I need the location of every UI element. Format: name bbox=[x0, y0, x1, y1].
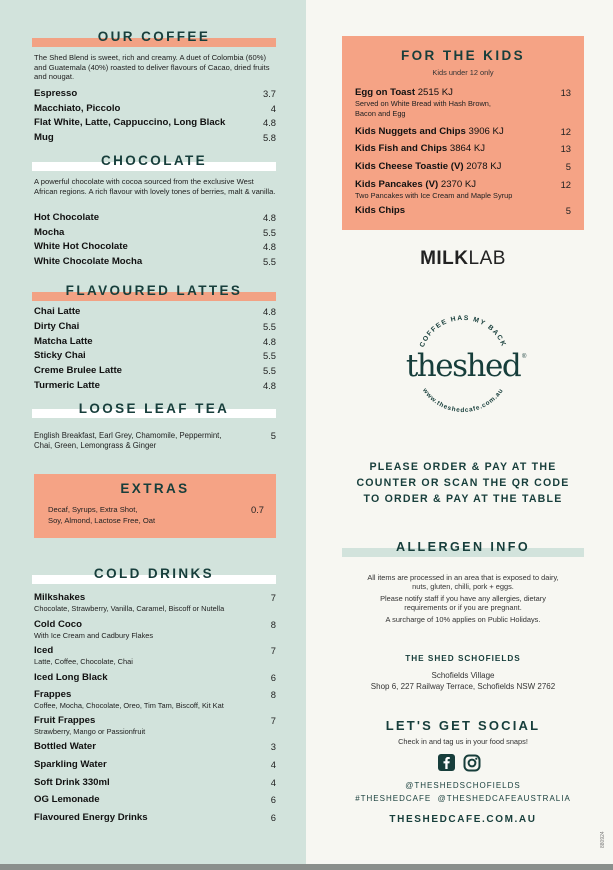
menu-item-name: Dirty Chai bbox=[34, 321, 80, 332]
kids-item-price: 13 bbox=[560, 143, 571, 154]
logo-arc-bottom-text: www.theshedcafe.com.au bbox=[420, 387, 506, 415]
menu-item-name: OG Lemonade bbox=[34, 794, 100, 805]
registered-mark: ® bbox=[522, 354, 527, 360]
coffee-description: The Shed Blend is sweet, rich and creamy. A duet of Colombia (60%) and Guatemala (40%) roasted to deliver flavours of Cacao, dried fruits and nougat. bbox=[34, 53, 270, 82]
menu-item-price: 8 bbox=[270, 619, 276, 630]
kids-subtitle: Kids under 12 only bbox=[432, 68, 494, 77]
milklab-logo: MILKLAB bbox=[420, 248, 506, 269]
coffee-heading: OUR COFFEE bbox=[97, 29, 211, 44]
menu-item-name: Macchiato, Piccolo bbox=[34, 103, 121, 114]
menu-item-price: 6 bbox=[270, 812, 276, 823]
chocolate-heading: CHOCOLATE bbox=[100, 153, 208, 168]
svg-text:www.theshedcafe.com.au bbox=[420, 386, 505, 414]
menu-item-name: Iced Long Black bbox=[34, 672, 108, 683]
kids-item-name: Kids Chips bbox=[355, 205, 406, 216]
menu-item-name: Sticky Chai bbox=[34, 350, 86, 361]
menu-item-name: Creme Brulee Latte bbox=[34, 365, 122, 376]
kids-item-price: 5 bbox=[565, 205, 571, 216]
menu-item-price: 5.5 bbox=[262, 256, 276, 267]
svg-text:COFFEE HAS MY BACK bbox=[419, 315, 507, 349]
allergen-line-4: requirements or if you are pregnant. bbox=[404, 603, 522, 612]
website-link[interactable]: THESHEDCAFE.COM.AU bbox=[389, 814, 537, 825]
menu-item-name: Mug bbox=[34, 132, 54, 143]
menu-item-price: 3.7 bbox=[262, 88, 276, 99]
theshed-wordmark: theshed bbox=[405, 348, 521, 384]
menu-item-name: Iced bbox=[34, 645, 54, 656]
menu-item-detail: With Ice Cream and Cadbury Flakes bbox=[34, 631, 154, 640]
menu-item-name: Chai Latte bbox=[34, 306, 81, 317]
kids-item-price: 12 bbox=[560, 179, 571, 190]
menu-item-price: 5.5 bbox=[262, 321, 276, 332]
menu-item-price: 5.5 bbox=[262, 227, 276, 238]
kids-item-kj: 2370 KJ bbox=[440, 179, 477, 190]
menu-item-name: Flavoured Energy Drinks bbox=[34, 812, 148, 823]
chocolate-description: A powerful chocolate with cocoa sourced from the exclusive West African regions. A rich flavour with lovely tones of berries, malt & vanilla. bbox=[34, 177, 276, 196]
allergen-line-2: nuts, gluten, chilli, pork + eggs. bbox=[412, 582, 514, 591]
kids-item-name: Kids Pancakes (V) 2370 KJ bbox=[355, 179, 477, 190]
tea-heading: LOOSE LEAF TEA bbox=[78, 401, 230, 416]
menu-item-price: 4.8 bbox=[262, 306, 276, 317]
facebook-icon[interactable] bbox=[438, 754, 455, 771]
menu-item-price: 3 bbox=[270, 741, 276, 752]
instagram-icon[interactable] bbox=[463, 754, 481, 772]
tea-price: 5 bbox=[270, 430, 276, 441]
menu-item-name: Soft Drink 330ml bbox=[34, 777, 110, 788]
menu-item-price: 7 bbox=[270, 592, 276, 603]
menu-item-price: 7 bbox=[270, 645, 276, 656]
kids-item-price: 12 bbox=[560, 126, 571, 137]
menu-item-price: 6 bbox=[270, 672, 276, 683]
menu-item-name: Matcha Latte bbox=[34, 336, 93, 347]
menu-item-name: White Hot Chocolate bbox=[34, 241, 128, 252]
kids-item-price: 5 bbox=[565, 161, 571, 172]
allergen-line-1: All items are processed in an area that is exposed to dairy, bbox=[367, 573, 559, 582]
kids-item-name: Kids Cheese Toastie (V) 2078 KJ bbox=[355, 161, 502, 172]
lattes-heading: FLAVOURED LATTES bbox=[65, 283, 243, 298]
allergen-heading: ALLERGEN INFO bbox=[395, 540, 531, 554]
menu-item-detail: Coffee, Mocha, Chocolate, Oreo, Tim Tam, Biscoff, Kit Kat bbox=[34, 701, 224, 710]
extras-line-2: Soy, Almond, Lactose Free, Oat bbox=[48, 516, 156, 525]
kids-item-detail: Two Pancakes with Ice Cream and Maple Syrup bbox=[355, 191, 513, 200]
theshed-circle-logo bbox=[393, 292, 533, 432]
bottom-strip bbox=[0, 864, 613, 870]
menu-item-name: Mocha bbox=[34, 227, 65, 238]
menu-item-price: 6 bbox=[270, 794, 276, 805]
menu-item-price: 4.8 bbox=[262, 212, 276, 223]
order-line-3: TO ORDER & PAY AT THE TABLE bbox=[363, 493, 563, 505]
menu-item-name: Sparkling Water bbox=[34, 759, 107, 770]
menu-item-price: 4.8 bbox=[262, 117, 276, 128]
order-instructions bbox=[342, 459, 584, 507]
menu-item-name: Turmeric Latte bbox=[34, 380, 100, 391]
menu-item-name: Flat White, Latte, Cappuccino, Long Black bbox=[34, 117, 226, 128]
extras-line-1: Decaf, Syrups, Extra Shot, bbox=[48, 505, 138, 514]
allergen-line-3: Please notify staff if you have any allergies, dietary bbox=[380, 594, 546, 603]
order-line-1: PLEASE ORDER & PAY AT THE bbox=[369, 461, 557, 473]
kids-item-name: Kids Nuggets and Chips 3906 KJ bbox=[355, 126, 504, 137]
menu-item-price: 4.8 bbox=[262, 241, 276, 252]
menu-item-price: 4 bbox=[270, 103, 276, 114]
menu-item-name: Frappes bbox=[34, 689, 72, 700]
kids-heading: FOR THE KIDS bbox=[400, 48, 526, 63]
location-address: Shop 6, 227 Railway Terrace, Schofields NSW 2762 bbox=[370, 682, 556, 691]
menu-item-price: 4.8 bbox=[262, 380, 276, 391]
tea-varieties-line-2: Chai, Green, Lemongrass & Ginger bbox=[34, 441, 157, 450]
menu-item-price: 5.8 bbox=[262, 132, 276, 143]
menu-item-price: 4 bbox=[270, 759, 276, 770]
location-village: Schofields Village bbox=[431, 671, 495, 680]
facebook-glyph bbox=[438, 754, 455, 771]
menu-item-name: Bottled Water bbox=[34, 741, 97, 752]
social-subtitle: Check in and tag us in your food snaps! bbox=[398, 737, 528, 746]
allergen-line-5: A surcharge of 10% applies on Public Holidays. bbox=[385, 615, 541, 624]
kids-item-name: Egg on Toast 2515 KJ bbox=[355, 87, 453, 98]
kids-item-kj: 3906 KJ bbox=[468, 126, 504, 137]
kids-item-price: 13 bbox=[560, 87, 571, 98]
menu-item-detail: Strawberry, Mango or Passionfruit bbox=[34, 727, 146, 736]
social-hashtags: #THESHEDCAFE @THESHEDCAFEAUSTRALIA bbox=[355, 794, 571, 803]
instagram-glyph bbox=[463, 754, 481, 772]
social-heading: LET'S GET SOCIAL bbox=[385, 718, 541, 733]
menu-item-price: 8 bbox=[270, 689, 276, 700]
order-line-2: COUNTER OR SCAN THE QR CODE bbox=[356, 477, 570, 489]
cold-heading: COLD DRINKS bbox=[93, 566, 215, 581]
tea-varieties-line-1: English Breakfast, Earl Grey, Chamomile, Peppermint, bbox=[34, 431, 222, 440]
kids-item-detail: Served on White Bread with Hash Brown, bbox=[355, 99, 491, 108]
menu-item-name: Fruit Frappes bbox=[34, 715, 96, 726]
kids-item-detail: Bacon and Egg bbox=[355, 109, 406, 118]
menu-item-price: 4 bbox=[270, 777, 276, 788]
menu-item-name: Espresso bbox=[34, 88, 78, 99]
menu-item-name: White Chocolate Mocha bbox=[34, 256, 143, 267]
menu-item-price: 5.5 bbox=[262, 350, 276, 361]
kids-item-kj: 3864 KJ bbox=[449, 143, 486, 154]
extras-heading: EXTRAS bbox=[120, 481, 190, 496]
kids-item-kj: 2078 KJ bbox=[466, 161, 502, 172]
menu-item-price: 4.8 bbox=[262, 336, 276, 347]
menu-item-price: 7 bbox=[270, 715, 276, 726]
menu-item-name: Cold Coco bbox=[34, 619, 82, 630]
social-handle: @THESHEDSCHOFIELDS bbox=[405, 781, 521, 790]
menu-item-price: 5.5 bbox=[262, 365, 276, 376]
kids-item-kj: 2515 KJ bbox=[417, 87, 453, 98]
extras-price: 0.7 bbox=[250, 504, 264, 515]
menu-item-detail: Chocolate, Strawberry, Vanilla, Caramel, Biscoff or Nutella bbox=[34, 604, 225, 613]
menu-item-name: Hot Chocolate bbox=[34, 212, 100, 223]
logo-arc-top-text: COFFEE HAS MY BACK bbox=[418, 314, 508, 349]
menu-item-detail: Latte, Coffee, Chocolate, Chai bbox=[34, 657, 133, 666]
kids-item-name: Kids Fish and Chips 3864 KJ bbox=[355, 143, 486, 154]
location-name: THE SHED SCHOFIELDS bbox=[405, 654, 521, 663]
print-code: 880924 bbox=[600, 831, 606, 848]
menu-item-name: Milkshakes bbox=[34, 592, 86, 603]
